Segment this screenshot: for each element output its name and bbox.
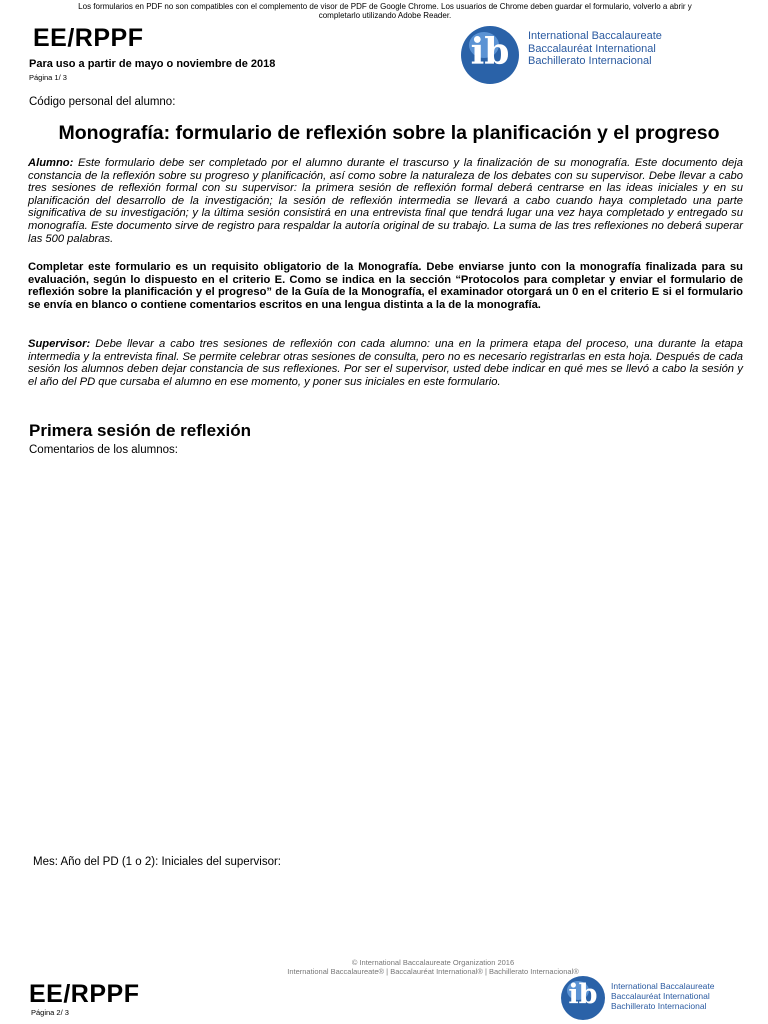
footer-page-number: Página 2/ 3	[31, 1008, 69, 1017]
use-from-text: Para uso a partir de mayo o noviembre de 2018	[29, 58, 276, 70]
copyright-text: © International Baccalaureate Organization 2016	[351, 958, 515, 967]
section-title: Primera sesión de reflexión	[29, 421, 252, 440]
ib-logo-mark: ib	[470, 31, 510, 73]
page-number: Página 1/ 3	[29, 73, 67, 82]
logo-line-es: Bachillerato Internacional	[528, 55, 652, 68]
student-instructions-text: Este formulario debe ser completado por el alumno durante el trascurso y la finalización de su monografía. Este documento deja constancia de la reflexión sobre su progreso y planificación, así como sobre la naturaleza de los debates con su supervisor. Debe llevar a cabo tres sesiones de reflexión formal con su supervisor: la primera sesión de reflexión formal deberá centrarse en las ideas iniciales y en su planificación del desarrollo de la investigación; la sesión de reflexión intermedia se llevará a cabo cuando haya completado una parte significativa de su investigación; y la última sesión consistirá en una entrevista final que tendrá lugar una vez haya completado y entregado su monografía. Este documento sirve de registro para respaldar la autoría original de su trabajo. La suma de las tres reflexiones no deberá superar las 500 palabras.	[28, 157, 743, 245]
supervisor-label: Supervisor:	[28, 338, 91, 350]
student-instructions	[28, 157, 743, 245]
ib-logo-text	[528, 30, 662, 68]
logo-line-fr: Baccalauréat International	[528, 42, 656, 55]
footer-ib-logo-text	[611, 982, 715, 1011]
student-label: Alumno:	[28, 157, 74, 169]
footer-logo-line-es: Bachillerato Internacional	[611, 1000, 707, 1011]
form-code: EE/RPPF	[33, 24, 144, 52]
page-title: Monografía: formulario de reflexión sobre la planificación y el progreso	[58, 122, 720, 144]
comments-field[interactable]	[29, 462, 741, 842]
ib-logo-icon	[461, 26, 519, 84]
trademark-text: International Baccalaureate® | Baccalauréat International® | Bachillerato Internacional®	[287, 967, 579, 976]
footer-logo-line-fr: Baccalauréat International	[611, 990, 710, 1001]
pdf-compatibility-notice: Los formularios en PDF no son compatibles con el complemento de visor de PDF de Google Chrome. Los usuarios de Chrome deben guardar el formulario, volverlo a abrir y completarlo utilizando Adobe Reader.	[78, 2, 692, 20]
footer-ib-logo-mark: ib	[568, 979, 598, 1010]
footer-logo-line-en: International Baccalaureate	[611, 981, 715, 991]
footer-form-code: EE/RPPF	[29, 980, 140, 1008]
logo-line-en: International Baccalaureate	[528, 30, 662, 42]
comments-label: Comentarios de los alumnos:	[29, 444, 178, 456]
footer-ib-logo-icon	[561, 976, 605, 1020]
requirement-paragraph: Completar este formulario es un requisito obligatorio de la Monografía. Debe enviarse junto con la monografía finalizada para su evaluación, según lo dispuesto en el criterio E. Como se indica en la sección “Protocolos para completar y enviar el formulario de reflexión sobre la planificación y el progreso” de la Guía de la Monografía, el examinador otorgará un 0 en el criterio E si el formulario se envía en blanco o contiene comentarios escritos en una lengua distinta a la de la monografía.	[28, 261, 743, 311]
session-meta-line: Mes: Año del PD (1 o 2): Iniciales del supervisor:	[33, 856, 282, 868]
student-code-label: Código personal del alumno:	[29, 96, 176, 108]
supervisor-instructions-text: Debe llevar a cabo tres sesiones de reflexión con cada alumno: una en la primera etapa del proceso, una durante la etapa intermedia y la entrevista final. Se permite celebrar otras sesiones de consulta, pero no es necesario registrarlas en esta hoja. Después de cada sesión los alumnos deben dejar constancia de sus reflexiones. Por ser el supervisor, usted debe indicar en qué mes se llevó a cabo la sesión y el año del PD que cursaba el alumno en ese momento, y poner sus iniciales en este formulario.	[28, 338, 743, 388]
supervisor-instructions	[28, 338, 743, 388]
